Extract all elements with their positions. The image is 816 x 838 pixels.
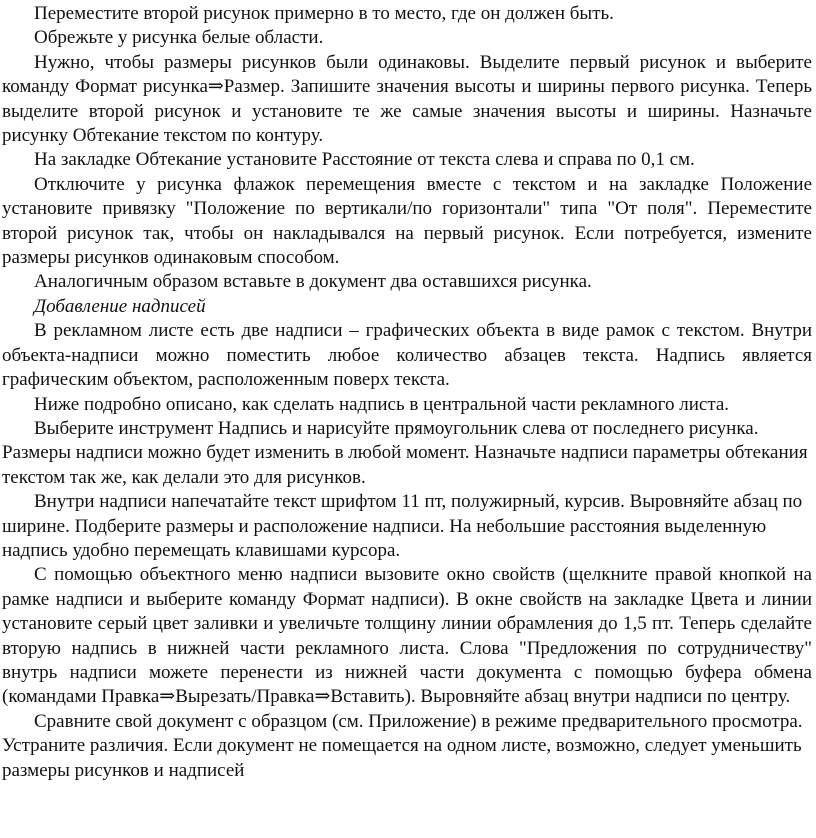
paragraph-central-caption: Ниже подробно описано, как сделать надпись в центральной части рекламного листа. [34,393,730,415]
paragraph-insert-remaining: Аналогичным образом вставьте в документ два оставшихся рисунка. [34,271,592,293]
paragraph-caption-text-format: Внутри надписи напечатайте текст шрифтом 11 пт, полужирный, курсив. Выровняйте абзац по ширине. Подберите размеры и расположение надписи. На небольшие расстояния выделенную надпись удобно перемещать клавишами курсора. [2,491,803,561]
section-heading-adding-captions: Добавление надписей [34,295,206,317]
paragraph-two-captions: В рекламном листе есть две надписи – графических объекта в виде рамок с текстом. Внутри объекта-надписи можно поместить любое количество абзацев текста. Надпись является графическим объектом, расположенным поверх текста. [2,320,812,391]
paragraph-compare-sample: Сравните свой документ с образцом (см. Приложение) в режиме предварительного просмотра. Устраните различия. Если документ не помещается на одном листе, возможно, следует уменьшить размеры рисунков и надписей [2,710,803,781]
paragraph-caption-properties: С помощью объектного меню надписи вызовите окно свойств (щелкните правой кнопкой на рамке надписи и выберите команду Формат надписи). В окне свойств на закладке Цвета и линии установите серый цвет заливки и увеличьте толщину линии обрамления до 1,5 пт. Теперь сделайте вторую надпись в нижней части рекламного листа. Слова "Предложения по сотрудничеству" внутрь надписи можете перенести из нижней части документа с помощью буфера обмена (командами Правка⇒Вырезать/Правка⇒Вставить). Выровняйте абзац внутри надписи по центру. [2,564,812,708]
paragraph-position-anchor: Отключите у рисунка флажок перемещения вместе с текстом и на закладке Положение установите привязку "Положение по вертикали/по горизонтали" типа "От поля". Переместите второй рисунок так, чтобы он накладывался на первый рисунок. Если потребуется, измените размеры рисунков одинаковым способом. [2,173,812,269]
paragraph-equal-sizes: Нужно, чтобы размеры рисунков были одинаковы. Выделите первый рисунок и выберите команду Формат рисунка⇒Размер. Запишите значения высоты и ширины первого рисунка. Теперь выделите второй рисунок и установите те же самые значения высоты и ширины. Назначьте рисунку Обтекание текстом по контуру. [2,51,812,147]
paragraph-move-second-picture: Переместите второй рисунок примерно в то место, где он должен быть. [34,3,614,24]
paragraph-wrap-distance: На закладке Обтекание установите Расстояние от текста слева и справа по 0,1 см. [34,149,695,171]
paragraph-crop-white-areas: Обрежьте у рисунка белые области. [34,27,324,49]
paragraph-caption-tool: Выберите инструмент Надпись и нарисуйте прямоугольник слева от последнего рисунка. Размеры надписи можно будет изменить в любой момент. Назначьте надписи параметры обтекания текстом так же, как делали это для рисунков. [2,417,808,488]
